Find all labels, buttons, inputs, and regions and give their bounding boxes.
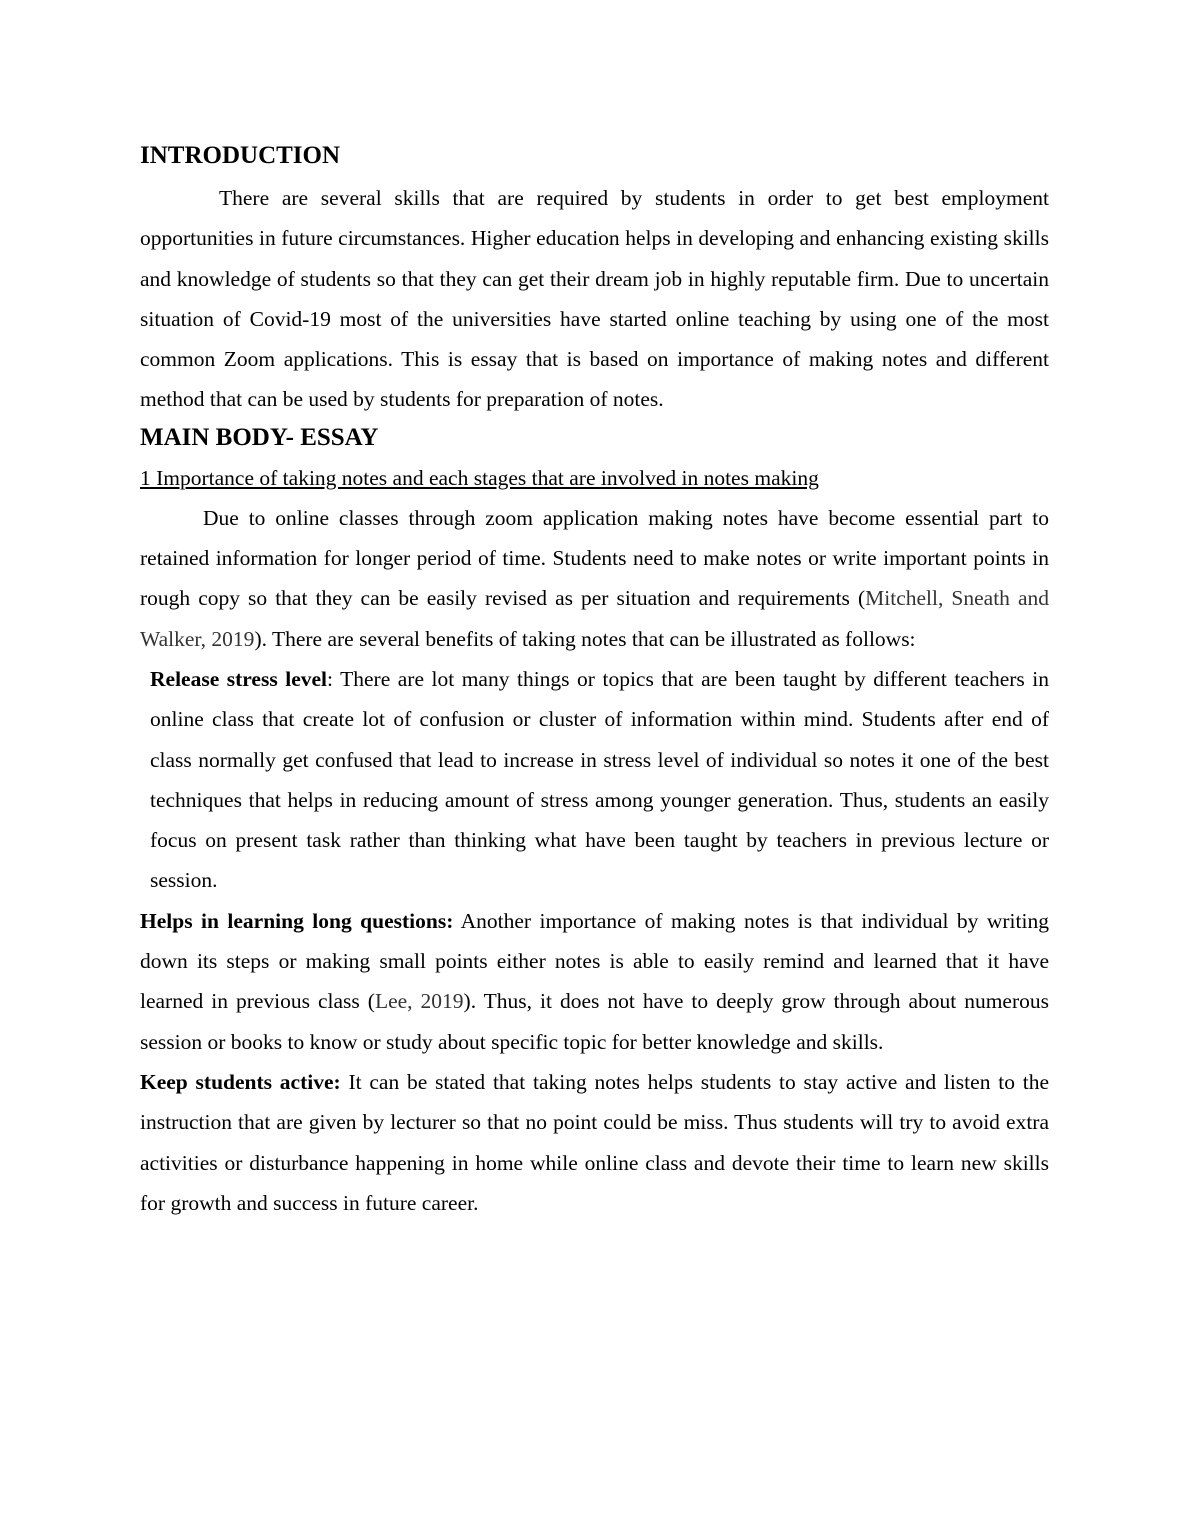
b2-text-before: Another importance of making notes is that individual by writing down its steps or making small points either notes is able to easily remind and learned that it have learned in previous class ( xyxy=(140,908,1049,1014)
main-body-heading: MAIN BODY- ESSAY xyxy=(140,423,379,451)
citation-mitchell: Mitchell, Sneath and Walker, 2019 xyxy=(140,586,1050,651)
benefit-release-stress xyxy=(140,659,1049,901)
benefit-keep-active-label: Keep students active: xyxy=(140,1069,341,1094)
benefit-release-stress-label: Release stress level xyxy=(150,666,328,691)
benefit-long-questions xyxy=(140,901,1049,1062)
benefit-release-stress-text: : There are lot many things or topics that are been taught by different teachers in online class that create lot of confusion or cluster of information within mind. Students after end of class normally get confused that lead to increase in stress level of individual so notes it one of the best techniques that helps in reducing amount of stress among younger generation. Thus, students an easily focus on present task rather than thinking what have been taught by teachers in previous lecture or session. xyxy=(150,666,1049,893)
benefit-keep-active-text: It can be stated that taking notes helps students to stay active and listen to the instruction that are given by lecturer so that no point could be miss. Thus students will try to avoid extra activities or disturbance happening in home while online class and devote their time to learn new skills for growth and success in future career. xyxy=(140,1069,1049,1215)
benefit-keep-active xyxy=(140,1062,1049,1223)
p1-text-after: ). There are several benefits of taking notes that can be illustrated as follows: xyxy=(254,626,916,651)
citation-lee: Lee, 2019 xyxy=(374,989,464,1014)
benefit-long-questions-label: Helps in learning long questions: xyxy=(140,908,454,933)
p1-text-before: Due to online classes through zoom application making notes have become essential part to retained information for longer period of time. Students need to make notes or write important points in rough copy so that they can be easily revised as per situation and requirements ( xyxy=(140,505,1049,611)
b2-text-after: ). Thus, it does not have to deeply grow through about numerous session or books to know or study about specific topic for better knowledge and skills. xyxy=(140,989,1049,1054)
document-page xyxy=(140,138,1049,1223)
main-paragraph-1 xyxy=(140,498,1049,659)
introduction-paragraph: There are several skills that are required by students in order to get best employment opportunities in future circumstances. Higher education helps in developing and enhancing existing skills and knowledge of students so that they can get their dream job in highly reputable firm. Due to uncertain situation of Covid-19 most of the universities have started online teaching by using one of the most common Zoom applications. This is essay that is based on importance of making notes and different method that can be used by students for preparation of notes. xyxy=(140,186,1049,412)
section-1-title: 1 Importance of taking notes and each stages that are involved in notes making xyxy=(140,465,819,490)
introduction-heading: INTRODUCTION xyxy=(140,142,341,169)
